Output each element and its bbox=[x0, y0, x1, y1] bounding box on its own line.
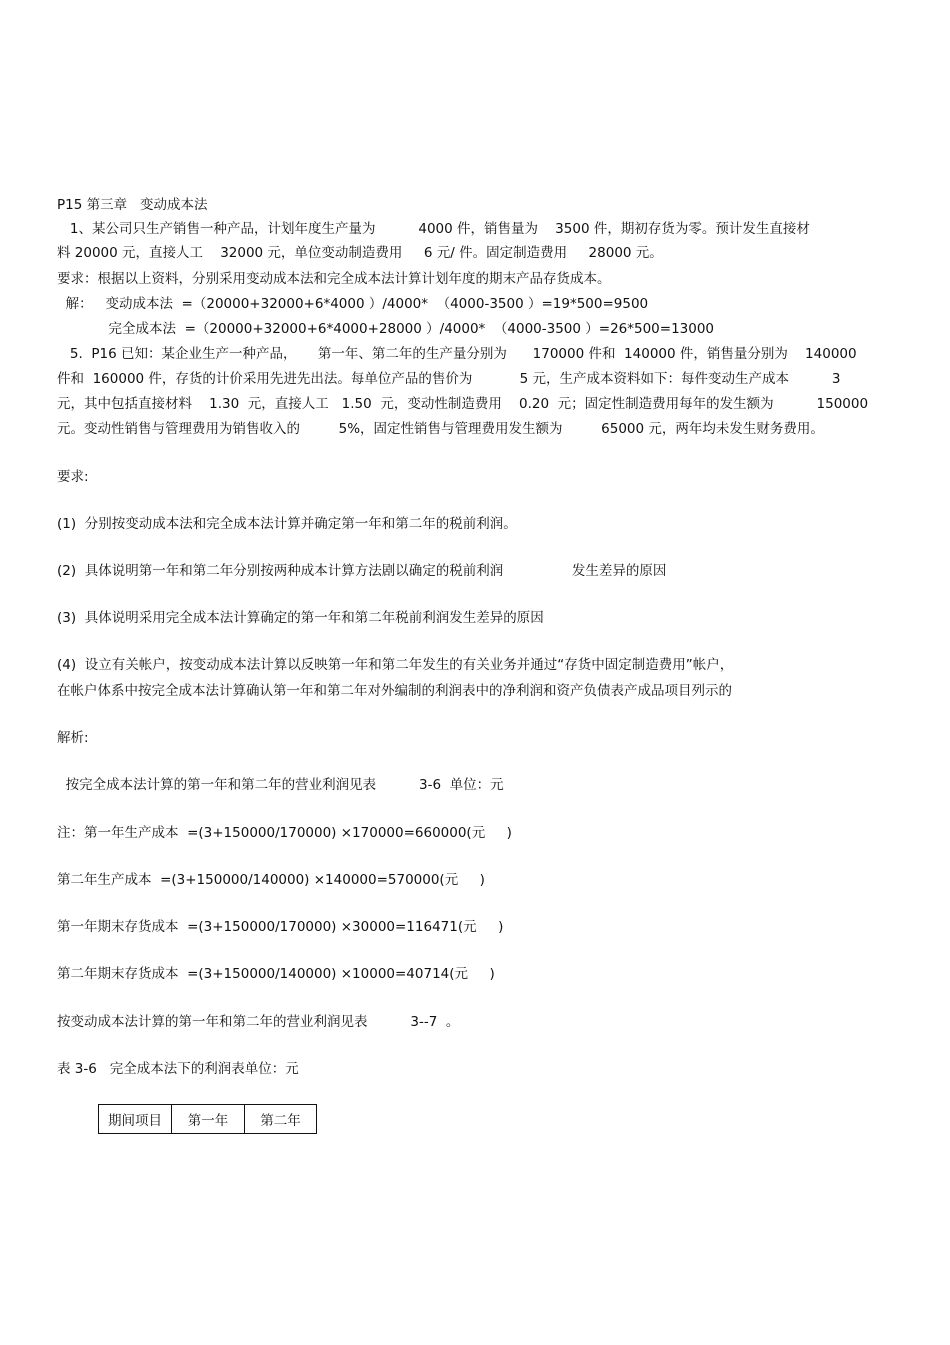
analysis-intro: 按完全成本法计算的第一年和第二年的营业利润见表 3-6 单位：元 bbox=[57, 777, 504, 793]
header-year-2: 第二年 bbox=[245, 1105, 317, 1134]
q5-line-2: 件和 160000 件，存货的计价采用先进先出法。每单位产品的售价为 5 元，生产成本资料如下：每件变动生产成本 3 bbox=[57, 371, 841, 387]
q5-line-3: 元，其中包括直接材料 1.30 元，直接人工 1.50 元，变动性制造费用 0.20 元；固定性制造费用每年的发生额为 150000 bbox=[57, 396, 869, 412]
note-line-1: 注：第一年生产成本 =(3+150000/170000) ×170000=660000(元 ) bbox=[57, 825, 512, 841]
income-statement-table bbox=[98, 1104, 317, 1134]
q5-line-1: 5. P16 已知：某企业生产一种产品， 第一年、第二年的生产量分别为 170000 件和 140000 件，销售量分别为 140000 bbox=[57, 346, 857, 362]
q1-solution-variable: 解： 变动成本法 =（20000+32000+6*4000 ）/4000* （4000-3500 ）=19*500=9500 bbox=[57, 296, 649, 312]
requirement-4-line-1: (4) 设立有关帐户，按变动成本法计算以反映第一年和第二年发生的有关业务并通过“存货中固定制造费用”帐户， bbox=[57, 657, 734, 673]
note-line-5: 按变动成本法计算的第一年和第二年的营业利润见表 3--7 。 bbox=[57, 1014, 460, 1030]
q1-line-2: 料 20000 元，直接人工 32000 元，单位变动制造费用 6 元/ 件。固定制造费用 28000 元。 bbox=[57, 245, 663, 261]
requirement-1: (1) 分别按变动成本法和完全成本法计算并确定第一年和第二年的税前利润。 bbox=[57, 516, 517, 532]
q1-solution-absorption: 完全成本法 =（20000+32000+6*4000+28000 ）/4000* （4000-3500 ）=26*500=13000 bbox=[57, 321, 715, 337]
table-header-row bbox=[99, 1105, 317, 1134]
requirements-title: 要求: bbox=[57, 469, 89, 485]
note-line-4: 第二年期末存货成本 =(3+150000/140000) ×10000=40714(元 ) bbox=[57, 966, 495, 982]
header-year-1: 第一年 bbox=[172, 1105, 245, 1134]
chapter-heading: P15 第三章 变动成本法 bbox=[57, 197, 208, 213]
table-caption: 表 3-6 完全成本法下的利润表单位：元 bbox=[57, 1061, 299, 1077]
header-period-item: 期间项目 bbox=[99, 1105, 172, 1134]
q5-line-4: 元。变动性销售与管理费用为销售收入的 5%，固定性销售与管理费用发生额为 65000 元，两年均未发生财务费用。 bbox=[57, 421, 824, 437]
requirement-4-line-2: 在帐户体系中按完全成本法计算确认第一年和第二年对外编制的利润表中的净利润和资产负债表产成品项目列示的 bbox=[57, 683, 732, 699]
requirement-2: (2) 具体说明第一年和第二年分别按两种成本计算方法剧以确定的税前利润 发生差异的原因 bbox=[57, 563, 667, 579]
q1-line-3: 要求：根据以上资料，分别采用变动成本法和完全成本法计算计划年度的期末产品存货成本。 bbox=[57, 271, 611, 287]
analysis-title: 解析: bbox=[57, 730, 89, 746]
requirement-3: (3) 具体说明采用完全成本法计算确定的第一年和第二年税前利润发生差异的原因 bbox=[57, 610, 544, 626]
q1-line-1: 1、某公司只生产销售一种产品，计划年度生产量为 4000 件，销售量为 3500 件，期初存货为零。预计发生直接材 bbox=[57, 221, 810, 237]
note-line-2: 第二年生产成本 =(3+150000/140000) ×140000=570000(元 ) bbox=[57, 872, 485, 888]
note-line-3: 第一年期末存货成本 =(3+150000/170000) ×30000=116471(元 ) bbox=[57, 919, 504, 935]
